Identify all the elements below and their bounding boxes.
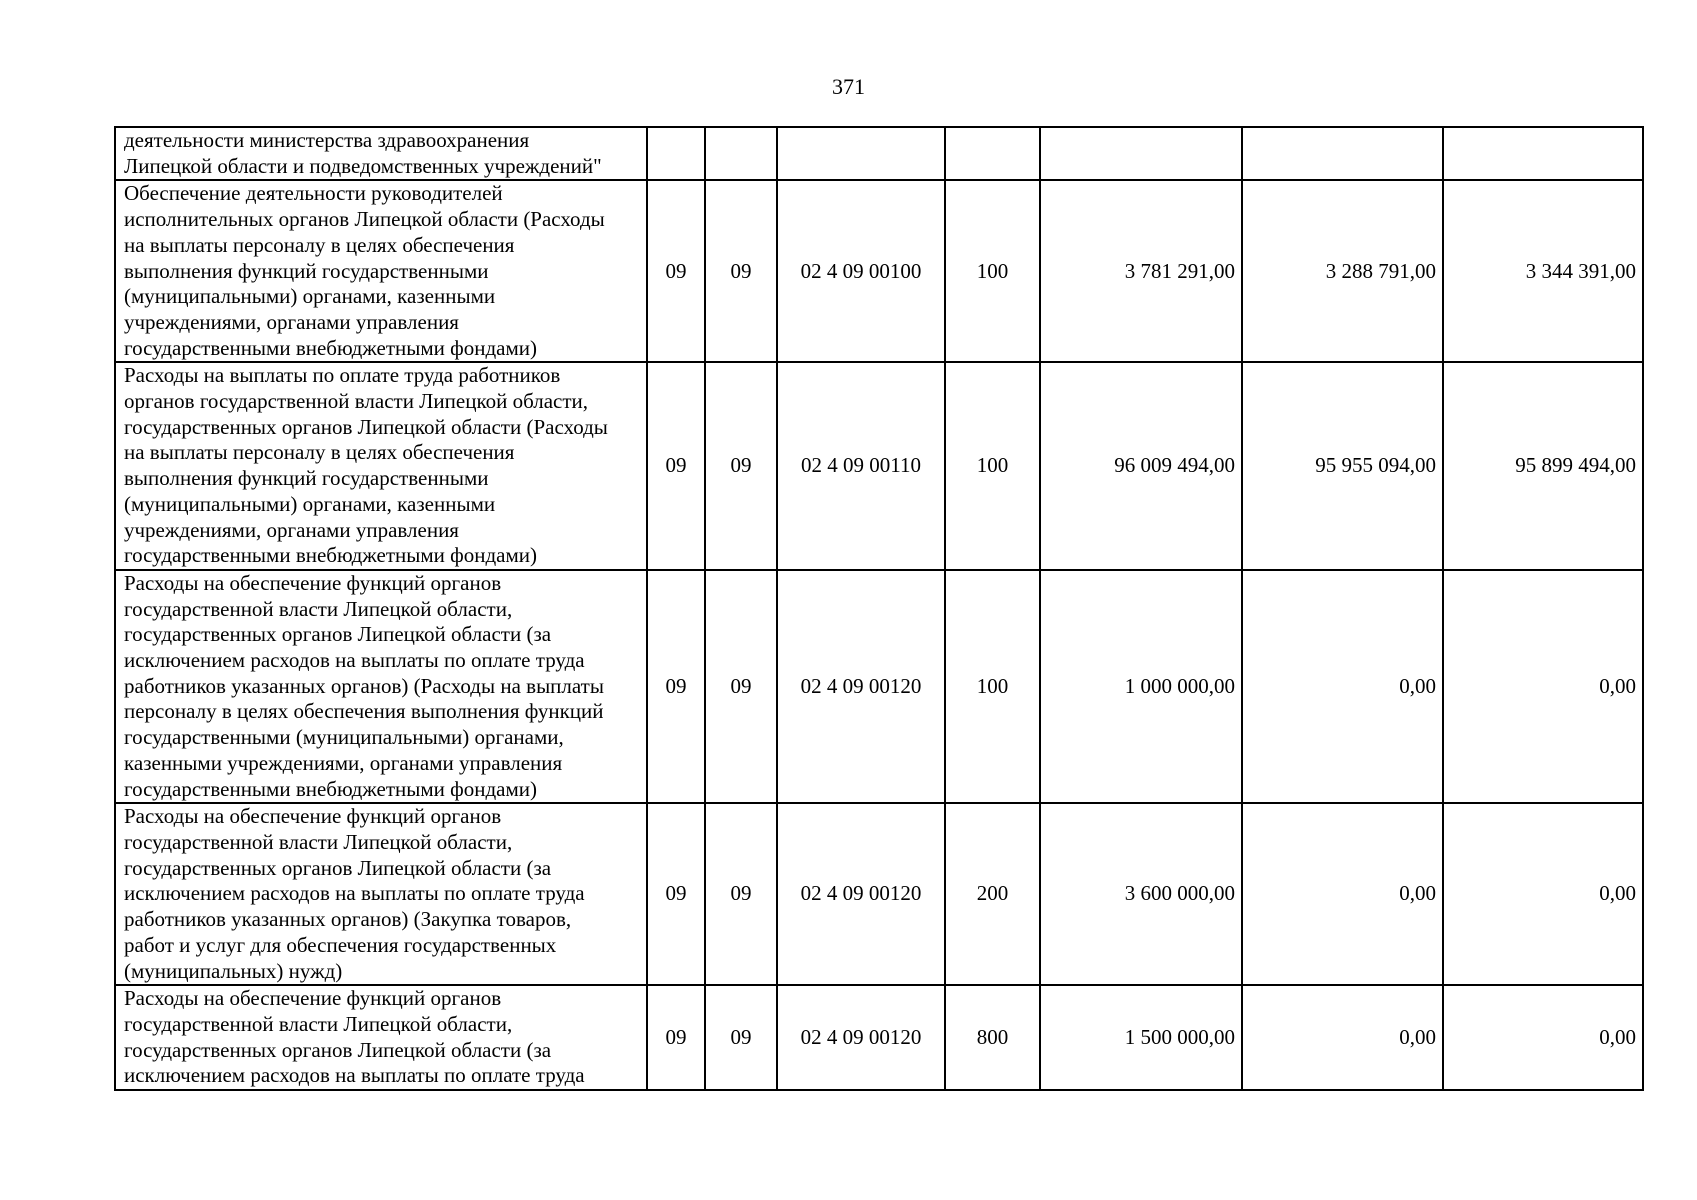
section-code [647, 127, 705, 180]
subsection-code: 09 [705, 180, 777, 362]
amount-year-3: 0,00 [1443, 570, 1643, 803]
amount-year-2: 95 955 094,00 [1242, 362, 1443, 570]
expense-description: Расходы на выплаты по оплате труда работников органов государственной власти Липецкой области, государственных органов Липецкой области (Расходы на выплаты персоналу в целях обеспечения выполнения функций государственными (муниципальными) органами, казенными учреждениями, органами управления государственными внебюджетными фондами) [115, 362, 647, 570]
amount-year-3: 0,00 [1443, 985, 1643, 1090]
target-item-code: 02 4 09 00120 [777, 985, 945, 1090]
amount-year-1: 3 600 000,00 [1040, 803, 1242, 985]
subsection-code [705, 127, 777, 180]
expense-description: деятельности министерства здравоохранения Липецкой области и подведомственных учреждений" [115, 127, 647, 180]
expense-type-code: 800 [945, 985, 1040, 1090]
section-code: 09 [647, 362, 705, 570]
amount-year-1: 3 781 291,00 [1040, 180, 1242, 362]
subsection-code: 09 [705, 985, 777, 1090]
amount-year-2: 0,00 [1242, 985, 1443, 1090]
expense-type-code: 100 [945, 180, 1040, 362]
amount-year-3: 0,00 [1443, 803, 1643, 985]
amount-year-3 [1443, 127, 1643, 180]
amount-year-1: 1 000 000,00 [1040, 570, 1242, 803]
section-code: 09 [647, 570, 705, 803]
amount-year-3: 3 344 391,00 [1443, 180, 1643, 362]
section-code: 09 [647, 985, 705, 1090]
amount-year-2: 0,00 [1242, 803, 1443, 985]
budget-table [114, 126, 1644, 1091]
expense-type-code: 100 [945, 570, 1040, 803]
expense-description: Расходы на обеспечение функций органов государственной власти Липецкой области, государственных органов Липецкой области (за исключением расходов на выплаты по оплате труда работников указанных органов) (Расходы на выплаты персоналу в целях обеспечения выполнения функций государственными (муниципальными) органами, казенными учреждениями, органами управления государственными внебюджетными фондами) [115, 570, 647, 803]
amount-year-1: 1 500 000,00 [1040, 985, 1242, 1090]
amount-year-2: 3 288 791,00 [1242, 180, 1443, 362]
expense-type-code: 100 [945, 362, 1040, 570]
target-item-code: 02 4 09 00120 [777, 570, 945, 803]
table-row [115, 803, 1643, 985]
target-item-code [777, 127, 945, 180]
expense-description: Расходы на обеспечение функций органов государственной власти Липецкой области, государственных органов Липецкой области (за исключением расходов на выплаты по оплате труда [115, 985, 647, 1090]
table-row [115, 180, 1643, 362]
expense-type-code [945, 127, 1040, 180]
subsection-code: 09 [705, 803, 777, 985]
amount-year-1: 96 009 494,00 [1040, 362, 1242, 570]
table-row [115, 985, 1643, 1090]
page-number: 371 [832, 74, 865, 99]
target-item-code: 02 4 09 00120 [777, 803, 945, 985]
amount-year-3: 95 899 494,00 [1443, 362, 1643, 570]
expense-description: Обеспечение деятельности руководителей исполнительных органов Липецкой области (Расходы на выплаты персоналу в целях обеспечения выполнения функций государственными (муниципальными) органами, казенными учреждениями, органами управления государственными внебюджетными фондами) [115, 180, 647, 362]
section-code: 09 [647, 803, 705, 985]
table-row [115, 362, 1643, 570]
table-row [115, 570, 1643, 803]
expense-description: Расходы на обеспечение функций органов государственной власти Липецкой области, государственных органов Липецкой области (за исключением расходов на выплаты по оплате труда работников указанных органов) (Закупка товаров, работ и услуг для обеспечения государственных (муниципальных) нужд) [115, 803, 647, 985]
budget-table-body [115, 127, 1643, 1090]
amount-year-2: 0,00 [1242, 570, 1443, 803]
amount-year-2 [1242, 127, 1443, 180]
subsection-code: 09 [705, 570, 777, 803]
target-item-code: 02 4 09 00110 [777, 362, 945, 570]
table-row [115, 127, 1643, 180]
amount-year-1 [1040, 127, 1242, 180]
subsection-code: 09 [705, 362, 777, 570]
target-item-code: 02 4 09 00100 [777, 180, 945, 362]
section-code: 09 [647, 180, 705, 362]
expense-type-code: 200 [945, 803, 1040, 985]
